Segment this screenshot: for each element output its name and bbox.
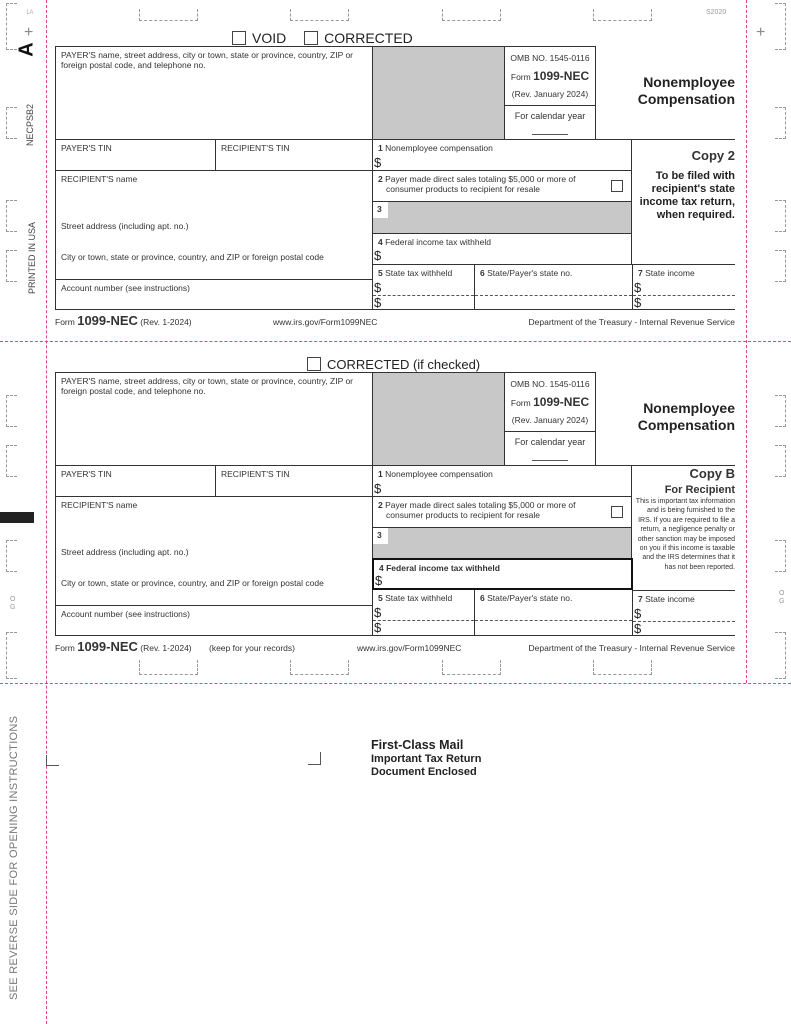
perforation-2 bbox=[0, 683, 791, 684]
tractor-mark bbox=[775, 632, 786, 679]
footer-copy-b bbox=[55, 639, 735, 654]
tractor-mark bbox=[6, 445, 17, 477]
s-code: S2020 bbox=[706, 9, 727, 16]
window-corner-right bbox=[308, 752, 321, 765]
calendar-year-field[interactable] bbox=[532, 134, 568, 135]
box6-label: 6 State/Payer's state no. bbox=[480, 593, 573, 603]
recipient-tin-label: RECIPIENT'S TIN bbox=[221, 469, 290, 479]
void-checkbox-row bbox=[232, 30, 413, 46]
payer-box[interactable] bbox=[55, 372, 372, 465]
dollar-sign: $ bbox=[634, 606, 642, 621]
payer-tin-box[interactable] bbox=[55, 465, 215, 496]
dollar-sign: $ bbox=[374, 295, 382, 310]
recipient-tin-box[interactable] bbox=[215, 465, 372, 496]
copy-description: This is important tax information and is being furnished to the IRS. If you are required to file a return, a negligence penalty or other sanction may be imposed on you if this income is taxable and the IRS determines that it has not been reported. bbox=[635, 498, 735, 571]
tractor-mark bbox=[775, 445, 786, 477]
calendar-year-label: For calendar year bbox=[514, 111, 586, 121]
dollar-sign: $ bbox=[374, 248, 382, 263]
tractor-mark bbox=[775, 395, 786, 427]
box4-label: 4 Federal income tax withheld bbox=[378, 237, 491, 247]
copy-title: Copy B bbox=[689, 466, 735, 481]
box1-nonemployee-comp[interactable] bbox=[372, 139, 632, 170]
title-line-2: Compensation bbox=[637, 417, 735, 433]
recipient-tin-label: RECIPIENT'S TIN bbox=[221, 143, 290, 153]
recipient-box[interactable] bbox=[55, 496, 372, 605]
box1-label: 1 Nonemployee compensation bbox=[378, 143, 493, 153]
top-code: 1A bbox=[26, 10, 34, 16]
title-line-1: Nonemployee bbox=[643, 74, 735, 90]
og-g: G bbox=[779, 598, 785, 605]
dollar-sign: $ bbox=[634, 280, 642, 295]
dollar-sign: $ bbox=[374, 481, 382, 496]
tractor-mark bbox=[775, 3, 786, 50]
recipient-tin-box[interactable] bbox=[215, 139, 372, 170]
crosshair-left: + bbox=[24, 24, 34, 41]
tractor-mark bbox=[6, 632, 17, 679]
mailer-text bbox=[371, 737, 481, 779]
form-title bbox=[638, 400, 735, 434]
rev-date: (Rev. January 2024) bbox=[511, 89, 589, 99]
box1-nonemployee-comp[interactable] bbox=[372, 465, 632, 496]
box2-direct-sales bbox=[372, 496, 632, 527]
form-copy-2 bbox=[55, 46, 735, 310]
box2-checkbox[interactable] bbox=[611, 180, 623, 192]
form-name: 1099-NEC bbox=[533, 69, 590, 83]
recipient-name-label: RECIPIENT'S name bbox=[61, 500, 138, 510]
corrected-checkbox[interactable] bbox=[307, 357, 321, 371]
tractor-mark bbox=[775, 540, 786, 572]
window-corner-left bbox=[46, 755, 59, 766]
footer-url[interactable]: www.irs.gov/Form1099NEC bbox=[273, 317, 378, 327]
footer-form-id: Form 1099-NEC (Rev. 1-2024) bbox=[55, 639, 192, 654]
crosshair-right: + bbox=[756, 24, 766, 41]
omb-number: OMB NO. 1545-0116 bbox=[510, 379, 590, 389]
omb-box bbox=[504, 46, 596, 139]
tractor-mark bbox=[6, 3, 17, 50]
tractor-mark bbox=[6, 107, 17, 139]
box7-label: 7 State income bbox=[638, 594, 695, 604]
registration-box bbox=[290, 660, 349, 675]
black-tab bbox=[0, 512, 34, 523]
registration-box bbox=[139, 660, 198, 675]
footer-dept: Department of the Treasury - Internal Revenue Service bbox=[528, 643, 735, 653]
mailer-line-3: Document Enclosed bbox=[371, 766, 477, 778]
dollar-sign: $ bbox=[634, 295, 642, 310]
mailer-line-2: Important Tax Return bbox=[371, 753, 482, 765]
corrected-label: CORRECTED bbox=[324, 30, 413, 46]
footer-copy-2 bbox=[55, 313, 735, 328]
gray-box bbox=[372, 372, 504, 465]
street-label: Street address (including apt. no.) bbox=[61, 547, 189, 557]
reverse-instructions: SEE REVERSE SIDE FOR OPENING INSTRUCTIONS bbox=[8, 715, 20, 1000]
box6-label: 6 State/Payer's state no. bbox=[480, 268, 573, 278]
left-perforation bbox=[46, 0, 47, 1024]
payer-tin-box[interactable] bbox=[55, 139, 215, 170]
og-g: G bbox=[10, 604, 16, 611]
box4-federal-tax[interactable] bbox=[372, 558, 633, 590]
title-line-2: Compensation bbox=[637, 91, 735, 107]
registration-box bbox=[593, 9, 652, 21]
box2-label: 2 Payer made direct sales totaling $5,000 or more of consumer products to recipient for resale bbox=[378, 174, 576, 194]
tractor-mark bbox=[775, 200, 786, 232]
form-id bbox=[505, 69, 595, 83]
account-number-box[interactable] bbox=[55, 605, 372, 636]
rev-date: (Rev. January 2024) bbox=[511, 415, 589, 425]
registration-box bbox=[442, 660, 501, 675]
payer-tin-label: PAYER'S TIN bbox=[61, 143, 112, 153]
og-left bbox=[10, 596, 15, 612]
necpsb-code: NECPSB2 bbox=[25, 103, 35, 146]
street-label: Street address (including apt. no.) bbox=[61, 221, 189, 231]
copy-instructions bbox=[632, 139, 735, 264]
tractor-mark bbox=[775, 107, 786, 139]
calendar-year-label: For calendar year bbox=[514, 437, 586, 447]
city-label: City or town, state or province, country, and ZIP or foreign postal code bbox=[61, 578, 324, 588]
box3 bbox=[372, 527, 632, 558]
dollar-sign: $ bbox=[374, 155, 382, 170]
payer-box[interactable] bbox=[55, 46, 372, 139]
corrected-label: CORRECTED (if checked) bbox=[327, 357, 481, 372]
form-prefix: Form bbox=[510, 398, 531, 408]
box2-direct-sales bbox=[372, 170, 632, 201]
og-right bbox=[779, 590, 784, 606]
tractor-mark bbox=[6, 395, 17, 427]
registration-box bbox=[442, 9, 501, 21]
account-number-box[interactable] bbox=[55, 279, 372, 310]
box3-label: 3 bbox=[373, 202, 388, 218]
payer-label: PAYER'S name, street address, city or town, state or province, country, ZIP or foreign postal code, and telephone no. bbox=[61, 376, 354, 396]
form-prefix: Form bbox=[510, 72, 531, 82]
box6-state-payer-no[interactable] bbox=[474, 590, 632, 636]
tractor-mark bbox=[6, 200, 17, 232]
box5-label: 5 State tax withheld bbox=[378, 268, 453, 278]
box5-state-tax[interactable] bbox=[372, 264, 474, 310]
recipient-name-label: RECIPIENT'S name bbox=[61, 174, 138, 184]
footer-keep: (keep for your records) bbox=[209, 643, 295, 653]
footer-dept: Department of the Treasury - Internal Revenue Service bbox=[528, 317, 735, 327]
copy-instructions bbox=[632, 465, 735, 590]
box2-label: 2 Payer made direct sales totaling $5,000 or more of consumer products to recipient for resale bbox=[378, 500, 576, 520]
payer-label: PAYER'S name, street address, city or town, state or province, country, ZIP or foreign postal code, and telephone no. bbox=[61, 50, 354, 70]
corrected-checkbox[interactable] bbox=[304, 31, 318, 45]
omb-number: OMB NO. 1545-0116 bbox=[510, 53, 590, 63]
printed-in-usa: PRINTED IN USA bbox=[27, 221, 37, 294]
box2-checkbox[interactable] bbox=[611, 506, 623, 518]
box1-label: 1 Nonemployee compensation bbox=[378, 469, 493, 479]
og-o: O bbox=[779, 590, 785, 597]
registration-box bbox=[139, 9, 198, 21]
registration-box bbox=[593, 660, 652, 675]
dollar-sign: $ bbox=[374, 620, 382, 635]
account-label: Account number (see instructions) bbox=[61, 283, 190, 293]
copy-title: Copy 2 bbox=[691, 148, 735, 163]
copy-subtitle: For Recipient bbox=[664, 484, 735, 496]
box5-state-tax[interactable] bbox=[372, 590, 474, 636]
box6-state-payer-no[interactable] bbox=[474, 264, 632, 310]
box3 bbox=[372, 201, 632, 233]
footer-url[interactable]: www.irs.gov/Form1099NEC bbox=[357, 643, 462, 653]
tractor-mark bbox=[6, 540, 17, 572]
box3-label: 3 bbox=[373, 528, 388, 544]
gray-box bbox=[372, 46, 504, 139]
perforation-1 bbox=[0, 341, 791, 342]
box7-label: 7 State income bbox=[638, 268, 695, 278]
box7-state-income[interactable] bbox=[632, 264, 735, 310]
form-name: 1099-NEC bbox=[533, 395, 590, 409]
dollar-sign: $ bbox=[374, 605, 382, 620]
omb-box bbox=[504, 372, 596, 465]
dollar-sign: $ bbox=[375, 573, 383, 588]
tractor-mark bbox=[6, 250, 17, 282]
box4-federal-tax[interactable] bbox=[372, 233, 632, 264]
recipient-box[interactable] bbox=[55, 170, 372, 279]
calendar-year-field[interactable] bbox=[532, 460, 568, 461]
void-checkbox[interactable] bbox=[232, 31, 246, 45]
void-label: VOID bbox=[252, 30, 287, 46]
form-title bbox=[638, 74, 735, 108]
registration-box bbox=[290, 9, 349, 21]
side-letter: A bbox=[15, 42, 38, 57]
dollar-sign: $ bbox=[374, 280, 382, 295]
copy-description: To be filed with recipient's state income tax return, when required. bbox=[639, 170, 735, 221]
og-o: O bbox=[10, 596, 16, 603]
footer-form-id: Form 1099-NEC (Rev. 1-2024) bbox=[55, 313, 192, 328]
tractor-mark bbox=[775, 250, 786, 282]
mailer-line-1: First-Class Mail bbox=[371, 738, 464, 752]
box4-label: 4 Federal income tax withheld bbox=[379, 563, 500, 573]
city-label: City or town, state or province, country, and ZIP or foreign postal code bbox=[61, 252, 324, 262]
dollar-sign: $ bbox=[634, 621, 642, 636]
box7-state-income[interactable] bbox=[632, 590, 735, 636]
account-label: Account number (see instructions) bbox=[61, 609, 190, 619]
form-copy-b bbox=[55, 372, 735, 636]
form-id bbox=[505, 395, 595, 409]
title-line-1: Nonemployee bbox=[643, 400, 735, 416]
corrected-checkbox-row bbox=[307, 357, 480, 372]
payer-tin-label: PAYER'S TIN bbox=[61, 469, 112, 479]
box5-label: 5 State tax withheld bbox=[378, 593, 453, 603]
